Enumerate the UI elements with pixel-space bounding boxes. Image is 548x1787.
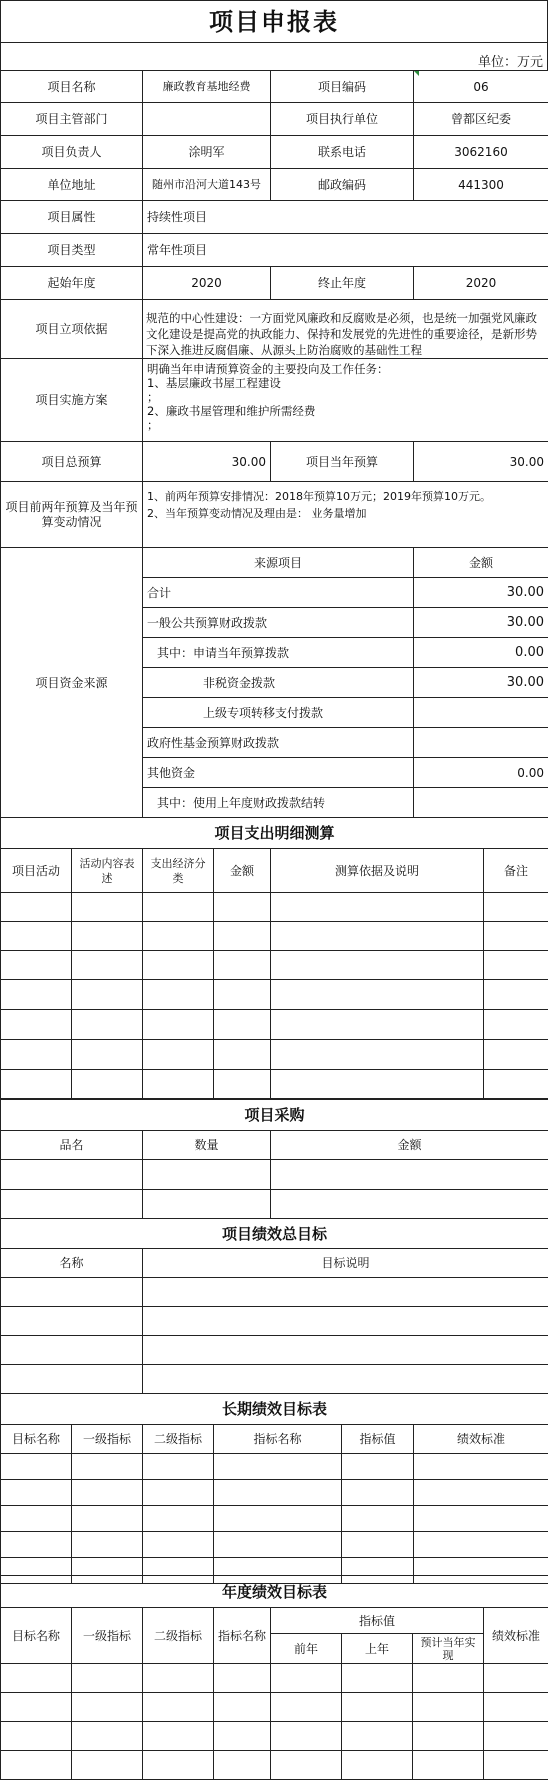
table-row: [1, 1506, 548, 1532]
expense-header: 支出经济分类: [143, 849, 214, 893]
change-text: 1、前两年预算安排情况：2018年预算10万元；2019年预算10万元。 2、当年预算变动情况及理由是： 业务量增加: [147, 490, 491, 520]
addr-value: 随州市沿河大道143号: [143, 169, 271, 201]
cur-label: 项目当年预算: [271, 442, 414, 482]
exec-value: 曾都区纪委: [414, 103, 548, 136]
perf-total-header: 目标说明: [143, 1249, 548, 1278]
annual-sub-header: 预计当年实现: [413, 1634, 484, 1664]
lead-label: 项目负责人: [1, 136, 143, 169]
code-text: 06: [473, 79, 489, 94]
annual-header: 二级指标: [143, 1608, 214, 1664]
table-row: [1, 1190, 548, 1219]
long-term-header: 目标名称: [1, 1425, 72, 1454]
funding-col-source: 来源项目: [143, 548, 414, 578]
funding-row-name: 其他资金: [143, 758, 414, 788]
attr-value: 持续性项目: [143, 201, 548, 234]
info-section: [0, 70, 548, 548]
basis-label: 项目立项依据: [1, 300, 143, 359]
table-row: [1, 1070, 548, 1100]
funding-row-amount: 30.00: [414, 608, 548, 638]
table-row: [1, 893, 548, 922]
name-label: 项目名称: [1, 71, 143, 103]
comment-marker-icon: [414, 71, 419, 76]
post-label: 邮政编码: [271, 169, 414, 201]
unit-label: 单位：万元: [1, 43, 548, 71]
long-term-header: 一级指标: [72, 1425, 143, 1454]
procurement-title: 项目采购: [1, 1099, 548, 1131]
table-row: [1, 1664, 548, 1693]
table-row: [1, 1307, 548, 1336]
basis-value: [143, 300, 548, 359]
page-title: 项目申报表: [1, 1, 548, 43]
funding-row-name: 合计: [143, 578, 414, 608]
expense-header: 项目活动: [1, 849, 72, 893]
procurement-header: 金额: [271, 1131, 548, 1160]
funding-row-amount: [414, 788, 548, 818]
expense-header: 活动内容表述: [72, 849, 143, 893]
table-row: [1, 1010, 548, 1040]
exec-label: 项目执行单位: [271, 103, 414, 136]
funding-row-amount: 30.00: [414, 578, 548, 608]
long-term-header: 指标名称: [214, 1425, 342, 1454]
long-term-header: 绩效标准: [414, 1425, 548, 1454]
funding-row-amount: 0.00: [414, 758, 548, 788]
long-term-header: 二级指标: [143, 1425, 214, 1454]
dept-label: 项目主管部门: [1, 103, 143, 136]
annual-sub-header: 上年: [342, 1634, 413, 1664]
annual-title: 年度绩效目标表: [1, 1576, 548, 1608]
post-value: 441300: [414, 169, 548, 201]
annual-header: 目标名称: [1, 1608, 72, 1664]
attr-label: 项目属性: [1, 201, 143, 234]
phone-label: 联系电话: [271, 136, 414, 169]
expense-header: 金额: [214, 849, 271, 893]
annual-header: 绩效标准: [484, 1608, 548, 1664]
funding-row-amount: [414, 728, 548, 758]
table-row: [1, 1365, 548, 1394]
table-row: [1, 951, 548, 980]
funding-row-amount: 30.00: [414, 668, 548, 698]
annual-sub-header: 前年: [271, 1634, 342, 1664]
procurement-section: [0, 1098, 548, 1219]
end-label: 终止年度: [271, 267, 414, 300]
expense-section: [0, 817, 548, 1100]
addr-label: 单位地址: [1, 169, 143, 201]
change-value: [143, 482, 548, 548]
funding-row-name: 其中：申请当年预算拨款: [143, 638, 414, 668]
total-value: 30.00: [143, 442, 271, 482]
annual-header: 一级指标: [72, 1608, 143, 1664]
start-label: 起始年度: [1, 267, 143, 300]
table-row: [1, 922, 548, 951]
total-label: 项目总预算: [1, 442, 143, 482]
table-row: [1, 1454, 548, 1480]
table-row: [1, 1480, 548, 1506]
perf-total-section: [0, 1218, 548, 1394]
end-value: 2020: [414, 267, 548, 300]
table-row: [1, 1693, 548, 1722]
table-row: [1, 1532, 548, 1558]
funding-row-name: 其中：使用上年度财政拨款结转: [143, 788, 414, 818]
table-row: [1, 980, 548, 1010]
plan-label: 项目实施方案: [1, 359, 143, 442]
long-term-header: 指标值: [342, 1425, 414, 1454]
funding-row-amount: 0.00: [414, 638, 548, 668]
funding-row-amount: [414, 698, 548, 728]
funding-section: [0, 547, 548, 818]
phone-value: 3062160: [414, 136, 548, 169]
code-value: [414, 71, 548, 103]
table-row: [1, 1751, 548, 1780]
funding-row-name: 上级专项转移支付拨款: [143, 698, 414, 728]
funding-row-name: 一般公共预算财政拨款: [143, 608, 414, 638]
funding-row-name: 政府性基金预算财政拨款: [143, 728, 414, 758]
start-value: 2020: [143, 267, 271, 300]
name-value: 廉政教育基地经费: [143, 71, 271, 103]
table-row: [1, 1160, 548, 1190]
procurement-header: 品名: [1, 1131, 143, 1160]
procurement-header: 数量: [143, 1131, 271, 1160]
table-row: [1, 1278, 548, 1307]
change-label: 项目前两年预算及当年预算变动情况: [1, 482, 143, 548]
type-label: 项目类型: [1, 234, 143, 267]
table-row: [1, 1336, 548, 1365]
funding-row-name: 非税资金拨款: [143, 668, 414, 698]
dept-value: [143, 103, 271, 136]
funding-label: 项目资金来源: [1, 548, 143, 818]
expense-header: 备注: [484, 849, 548, 893]
cur-value: 30.00: [414, 442, 548, 482]
funding-col-amount: 金额: [414, 548, 548, 578]
expense-header: 测算依据及说明: [271, 849, 484, 893]
form-header: [0, 0, 548, 71]
long-term-section: [0, 1393, 548, 1584]
table-row: [1, 1040, 548, 1070]
table-row: [1, 1722, 548, 1751]
annual-section: [0, 1575, 548, 1780]
expense-title: 项目支出明细测算: [1, 818, 548, 849]
plan-value: 明确当年申请预算资金的主要投向及工作任务： 1、基层廉政书屋工程建设 ； 2、廉政书屋管理和维护所需经费 ；: [143, 359, 548, 442]
annual-header: 指标值: [271, 1608, 484, 1634]
perf-total-header: 名称: [1, 1249, 143, 1278]
type-value: 常年性项目: [143, 234, 548, 267]
code-label: 项目编码: [271, 71, 414, 103]
lead-value: 涂明军: [143, 136, 271, 169]
perf-total-title: 项目绩效总目标: [1, 1219, 548, 1249]
long-term-title: 长期绩效目标表: [1, 1394, 548, 1425]
annual-header: 指标名称: [214, 1608, 271, 1664]
basis-text: 规范的中心性建设：一方面党风廉政和反腐败是必须，也是统一加强党风廉政文化建设是提高党的执政能力、保持和发展党的先进性的重要途径，是新形势下深入推进反腐倡廉、从源头上防治腐败的基础性工程: [146, 311, 537, 357]
